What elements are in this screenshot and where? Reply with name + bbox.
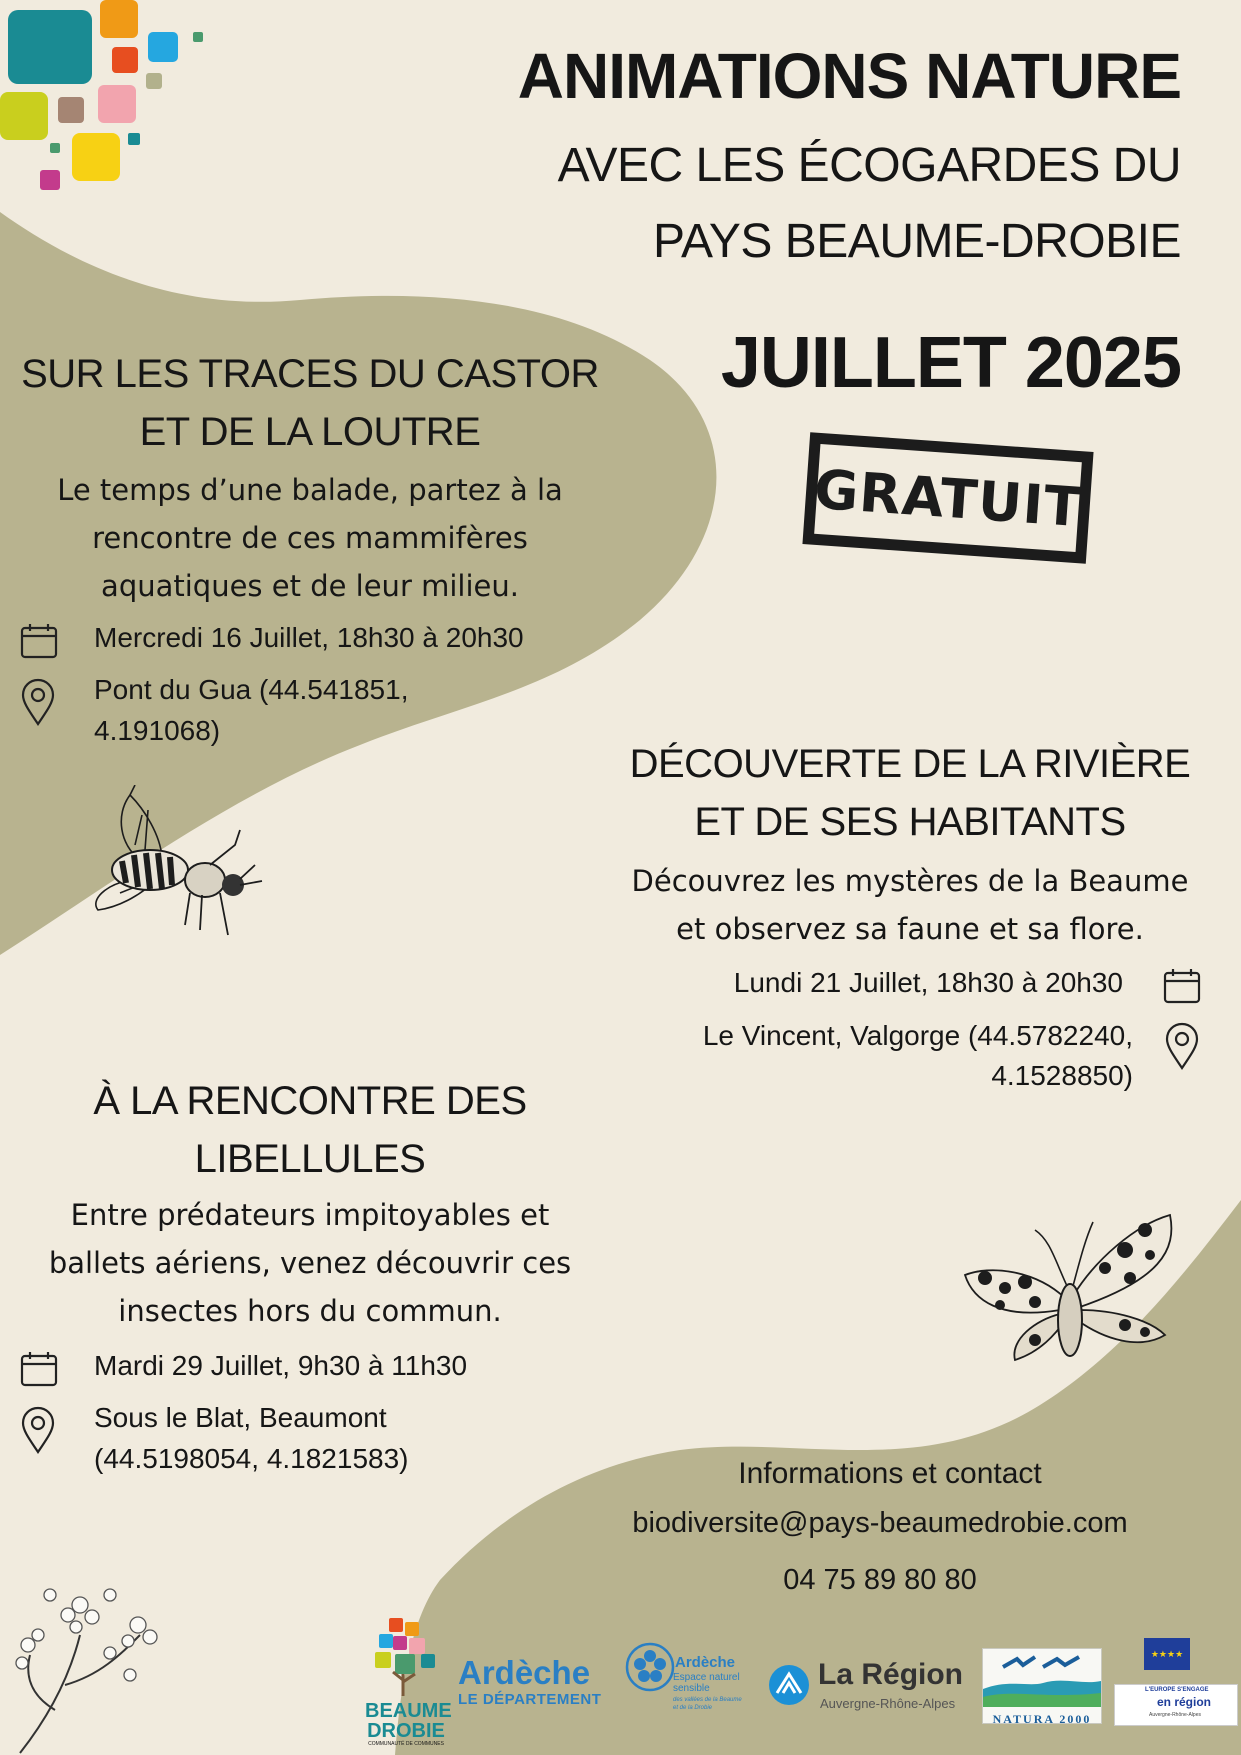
event-3-desc-line-1: Entre prédateurs impitoyables et (70, 1198, 550, 1232)
calendar-icon (20, 623, 58, 659)
ens-logo-line-3: des vallées de la Beaume (673, 1697, 742, 1703)
beaume-logo-text-3: COMMUNAUTÉ DE COMMUNES (368, 1741, 444, 1747)
europe-logo-box (1114, 1684, 1238, 1726)
natura-2000-logo (982, 1648, 1102, 1724)
event-2-place-line-1: Le Vincent, Valgorge (44.5782240, (702, 1020, 1133, 1051)
event-1-title-line-2: ET DE LA LOUTRE (139, 410, 481, 454)
location-pin-icon (1164, 1022, 1200, 1070)
event-2-date: Lundi 21 Juillet, 18h30 à 20h30 (733, 967, 1123, 998)
event-2-title-line-1: DÉCOUVERTE DE LA RIVIÈRE (629, 742, 1191, 786)
event-1-desc-line-2: rencontre de ces mammifères (92, 521, 528, 555)
event-1-desc-line-1: Le temps d’une balade, partez à la (57, 473, 563, 507)
region-logo-text: La Région (818, 1658, 964, 1691)
main-title: ANIMATIONS NATURE (517, 40, 1181, 112)
ardeche-logo-sub: LE DÉPARTEMENT (458, 1691, 602, 1708)
gratuit-stamp: GRATUIT (802, 432, 1093, 564)
event-3-title-line-1: À LA RENCONTRE DES (93, 1079, 527, 1123)
europe-logo-line-3: Auvergne-Rhône-Alpes (1149, 1712, 1201, 1718)
event-3-date: Mardi 29 Juillet, 9h30 à 11h30 (94, 1350, 468, 1381)
calendar-icon (1163, 968, 1201, 1004)
contact-heading: Informations et contact (738, 1457, 1042, 1490)
ens-logo-line-2: sensible (673, 1683, 710, 1694)
blossom-illustration (10, 1575, 170, 1755)
event-1-place-line-1: Pont du Gua (44.541851, (94, 674, 409, 705)
event-3-place-line-1: Sous le Blat, Beaumont (94, 1402, 387, 1433)
ens-logo-line-1: Espace naturel (673, 1672, 740, 1683)
la-region-logo (768, 1658, 968, 1718)
event-3-desc-line-2: ballets aériens, venez découvrir ces (48, 1246, 572, 1280)
beaume-logo-text-2: DROBIE (367, 1720, 445, 1742)
ardeche-departement-logo (458, 1655, 613, 1708)
ardeche-logo-text: Ardèche (458, 1654, 591, 1691)
europe-logo-line-1: L'EUROPE S'ENGAGE (1145, 1687, 1209, 1693)
event-1-place-line-2: 4.191068) (94, 715, 221, 746)
ens-logo-name: Ardèche (675, 1654, 736, 1671)
event-3-desc-line-3: insectes hors du commun. (118, 1294, 502, 1328)
bee-illustration (90, 785, 270, 945)
event-2-title-line-2: ET DE SES HABITANTS (694, 800, 1126, 844)
subtitle-line-1: AVEC LES ÉCOGARDES DU (557, 139, 1181, 192)
europe-logo (1112, 1638, 1240, 1750)
beaume-drobie-logo (365, 1618, 452, 1748)
event-2-place-line-2: 4.1528850) (991, 1060, 1133, 1091)
location-pin-icon (20, 1406, 56, 1454)
calendar-icon (20, 1351, 58, 1387)
event-2-desc-line-1: Découvrez les mystères de la Beaume (631, 864, 1189, 898)
event-1-desc-line-3: aquatiques et de leur milieu. (101, 569, 519, 603)
region-logo-sub: Auvergne-Rhône-Alpes (820, 1696, 956, 1711)
month-heading: JUILLET 2025 (720, 323, 1181, 403)
event-1-title-line-1: SUR LES TRACES DU CASTOR (21, 352, 599, 396)
ens-logo-line-4: et de la Drobie (673, 1705, 713, 1711)
event-2-desc-line-2: et observez sa faune et sa flore. (676, 912, 1144, 946)
natura-logo-text: NATURA 2000 (992, 1712, 1092, 1726)
contact-email[interactable]: biodiversite@pays-beaumedrobie.com (632, 1507, 1128, 1539)
event-3-title-line-2: LIBELLULES (194, 1137, 426, 1181)
espace-naturel-sensible-logo (625, 1642, 755, 1722)
subtitle-line-2: PAYS BEAUME-DROBIE (653, 215, 1181, 268)
location-pin-icon (20, 678, 56, 726)
europe-logo-line-2: en région (1157, 1695, 1212, 1709)
contact-phone[interactable]: 04 75 89 80 80 (783, 1564, 977, 1596)
eu-flag-icon: ★★★★ (1144, 1638, 1190, 1670)
colored-squares-decoration (0, 0, 203, 190)
beaume-logo-text-1: BEAUME (365, 1700, 452, 1722)
moth-illustration (955, 1210, 1180, 1380)
event-3-place-line-2: (44.5198054, 4.1821583) (94, 1443, 409, 1474)
event-1-date: Mercredi 16 Juillet, 18h30 à 20h30 (94, 622, 524, 653)
